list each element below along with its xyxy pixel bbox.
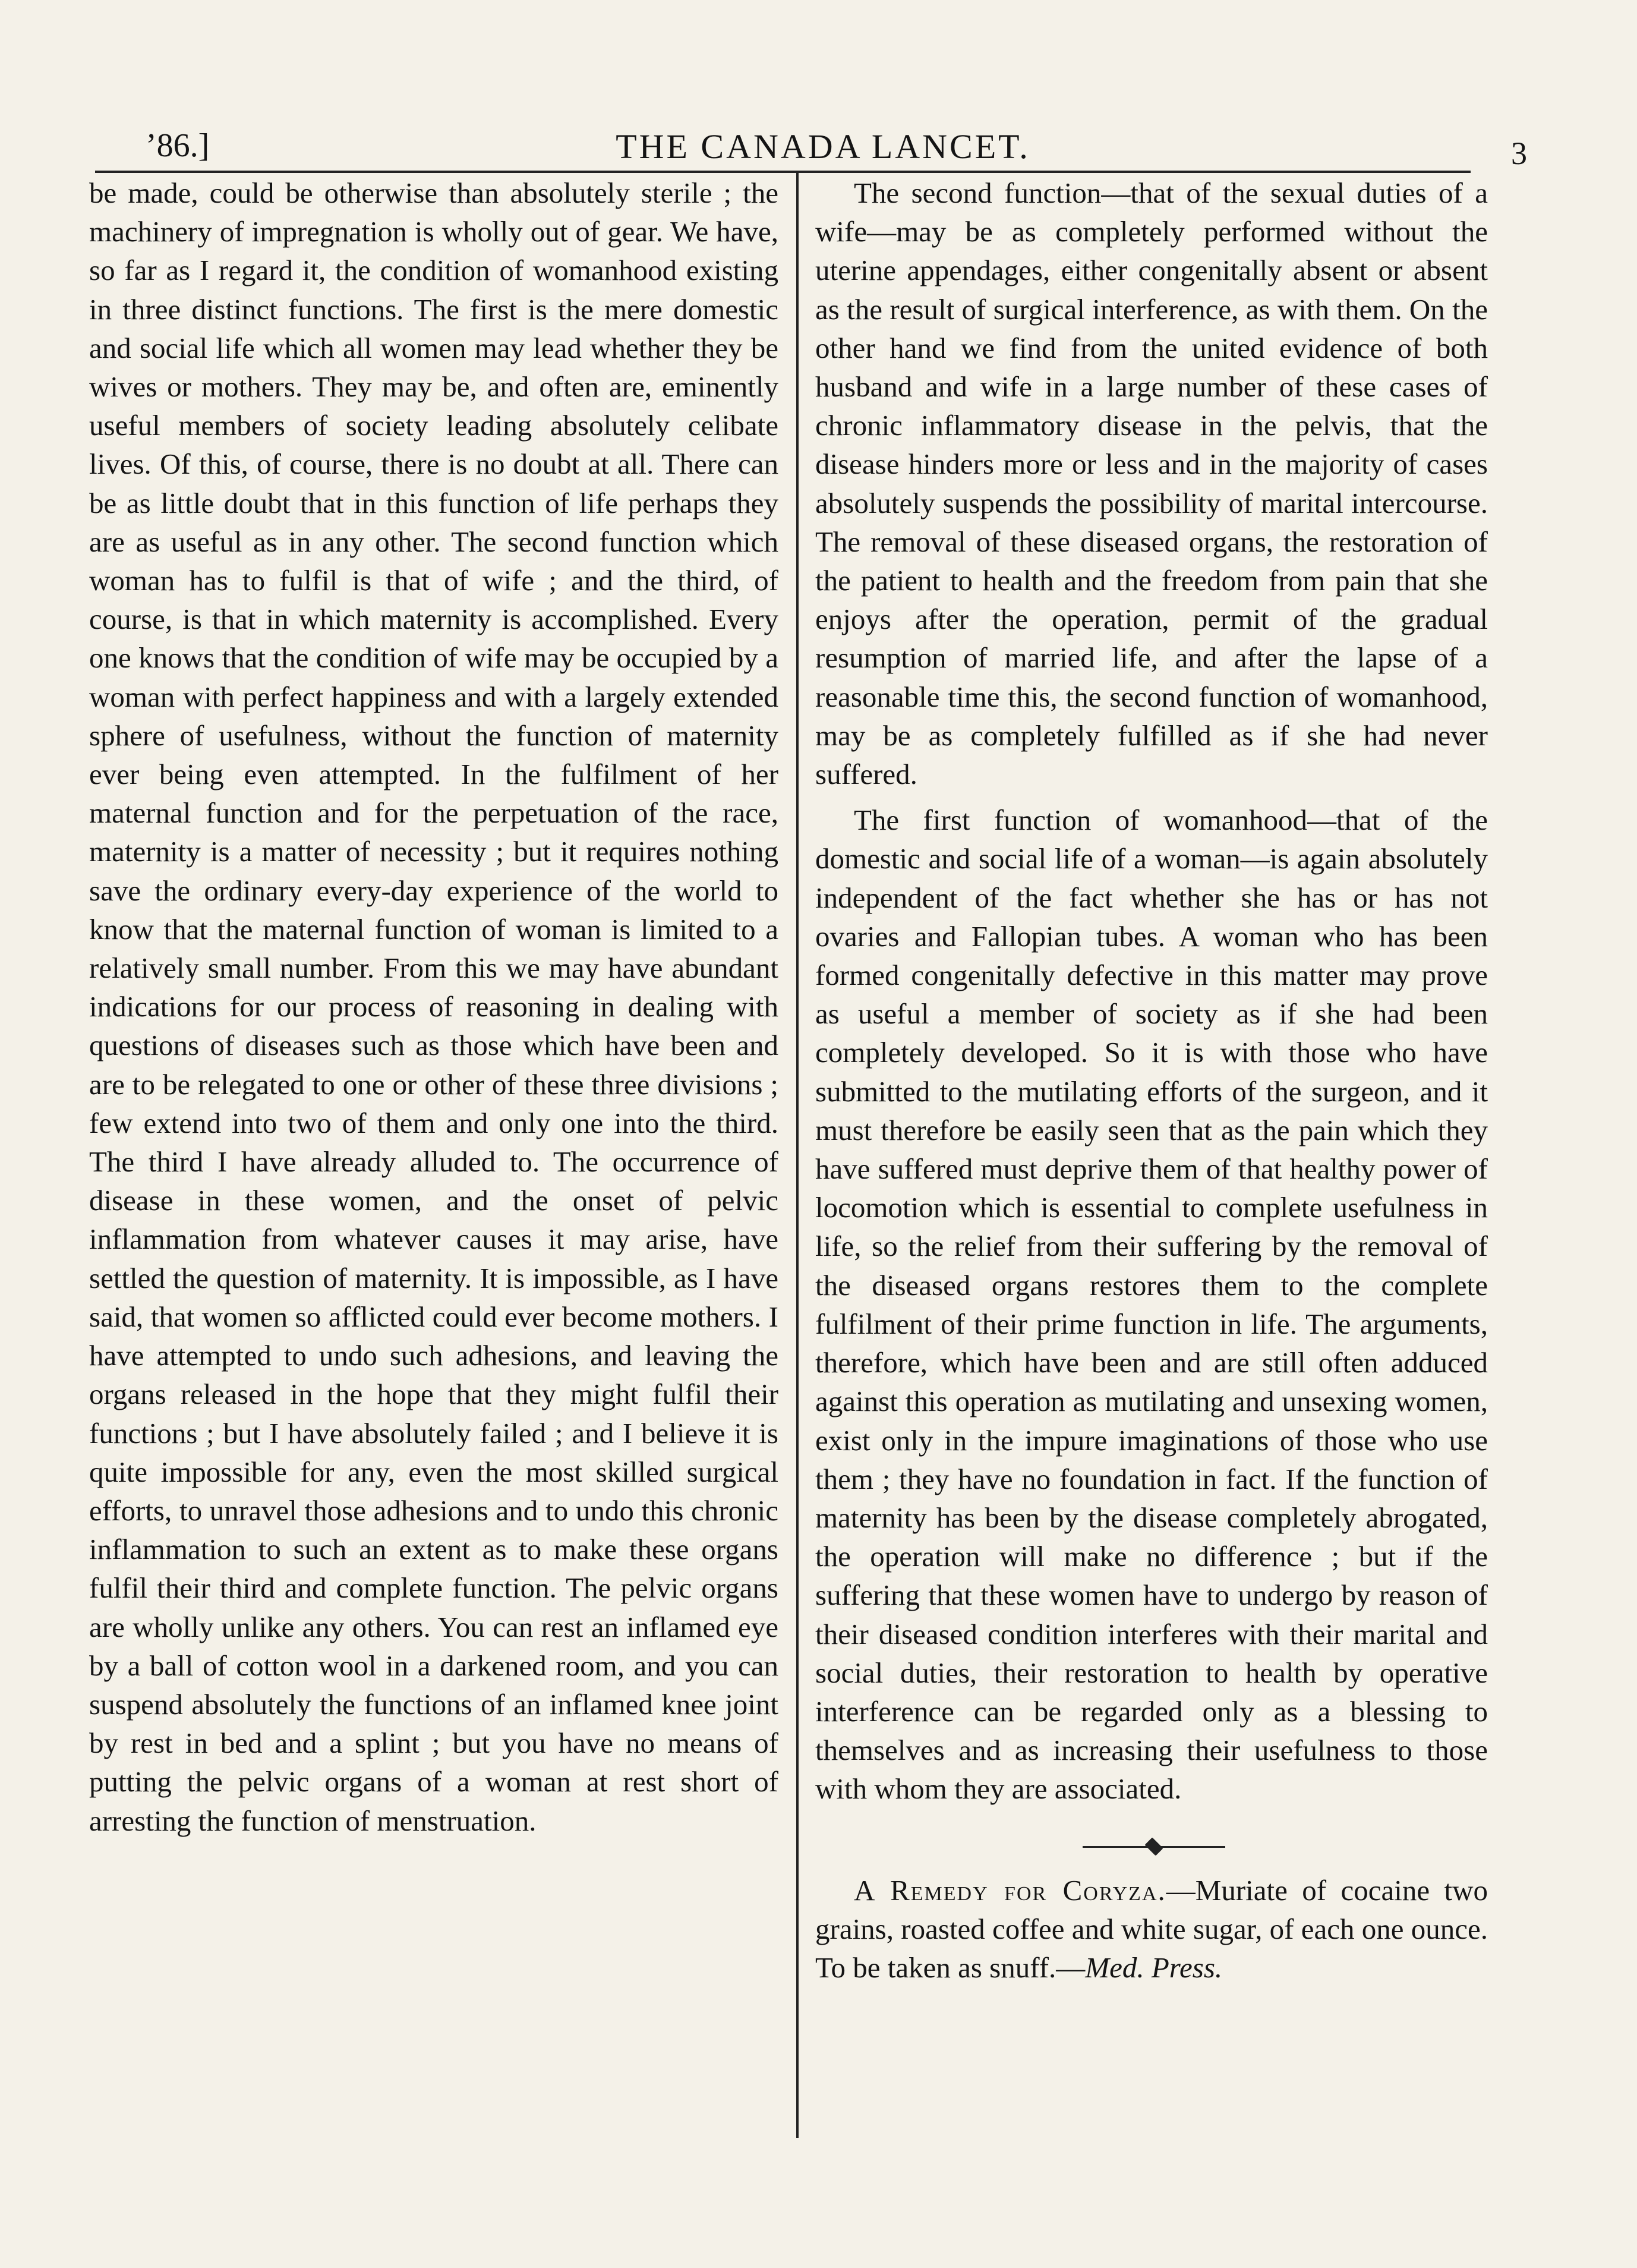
page-number: 3 (1511, 136, 1527, 171)
left-paragraph-1: be made, could be otherwise than absolutely sterile ; the machinery of impregnation is wholly out of gear. We have, so far as I regard it, the condition of womanhood existing in three distinct functions. The first is the mere domestic and social life which all women may lead whether they be wives or mothers. They may be, and often are, eminently useful members of society leading absolutely celibate lives. Of this, of course, there is no doubt at all. There can be as little doubt that in this function of life perhaps they are as useful as in any other. The second function which woman has to fulfil is that of wife ; and the third, of course, is that in which maternity is accomplished. Every one knows that the condition of wife may be occupied by a woman with perfect happiness and with a largely extended sphere of usefulness, without the function of maternity ever being even attempted. In the fulfilment of her maternal function and for the perpetuation of the race, maternity is a matter of necessity ; but it requires nothing save the ordinary every-day experience of the world to know that the maternal function of woman is limited to a relatively small number. From this we may have abundant indications for our process of reasoning in dealing with questions of diseases such as those which have been and are to be relegated to one or other of these three divisions ; few extend into two of them and only one into the third. The third I have already alluded to. The occurrence of disease in these women, and the onset of pelvic inflammation from whatever causes it may arise, have settled the question of maternity. It is impossible, as I have said, that women so afflicted could ever become mothers. I have attempted to undo such adhesions, and leaving the organs released in the hope that they might fulfil their functions ; but I have absolutely failed ; and I believe it is quite impossible for any, even the most skilled surgical efforts, to unravel those adhesions and to undo this chronic inflammation to such an extent as to make these organs fulfil their third and complete function. The pelvic organs are wholly unlike any others. You can rest an inflamed eye by a ball of cotton wool in a darkened room, and you can suspend absolutely the functions of an inflamed knee joint by rest in bed and a splint ; but you have no means of putting the pelvic organs of a woman at rest short of arresting the function of menstruation. (89, 177, 778, 1837)
remedy-source: Med. Press. (1085, 1951, 1223, 1984)
separator-ornament (1144, 1837, 1163, 1856)
right-column (815, 174, 1488, 1987)
page-header (119, 116, 1527, 169)
remedy-note (815, 1871, 1488, 1987)
section-separator (815, 1829, 1488, 1865)
header-rule (95, 171, 1471, 173)
journal-title: THE CANADA LANCET. (616, 127, 1030, 166)
remedy-heading: A Remedy for Coryza. (854, 1873, 1166, 1907)
right-paragraph-1: The second function—that of the sexual duties of a wife—may be as completely performed without the uterine appendages, either congenitally absent or absent as the result of surgical interference, as with them. On the other hand we find from the united evidence of both husband and wife in a large number of these cases of chronic inflammatory disease in the pelvis, that the disease hinders more or less and in the majority of cases absolutely suspends the possibility of marital intercourse. The removal of these diseased organs, the restoration of the patient to health and the freedom from pain that she enjoys after the operation, permit of the gradual resumption of married life, and after the lapse of a reasonable time this, the second function of womanhood, may be as completely fulfilled as if she had never suffered. (815, 177, 1488, 791)
volume-year: ’86.] (146, 127, 210, 164)
column-divider (796, 171, 799, 2138)
right-paragraph-2: The first function of womanhood—that of the domestic and social life of a woman—is again absolutely independent of the fact whether she has or has not ovaries and Fallopian tubes. A woman who has been formed congenitally defective in this matter may prove as useful a member of society as if she had been completely developed. So it is with those who have submitted to the mutilating efforts of the surgeon, and it must therefore be easily seen that as the pain which they have suffered must deprive them of that healthy power of locomotion which is essential to complete usefulness in life, so the relief from their suffering by the removal of the diseased organs restores them to the complete fulfilment of their prime function in life. The arguments, therefore, which have been and are still often adduced against this operation as mutilating and unsexing women, exist only in the impure imaginations of those who use them ; they have no foundation in fact. If the function of maternity has been by the disease completely abrogated, the operation will make no difference ; but if the suffering that these women have to undergo by reason of their diseased condition interferes with their marital and social duties, their restoration to health by operative interference can be regarded only as a blessing to themselves and as increasing their usefulness to those with whom they are associated. (815, 804, 1488, 1806)
remedy-body: —Muriate of cocaine two grains, roasted coffee and white sugar, of each one ounce. To be taken as snuff.— (815, 1873, 1488, 1984)
left-column (89, 174, 778, 1840)
